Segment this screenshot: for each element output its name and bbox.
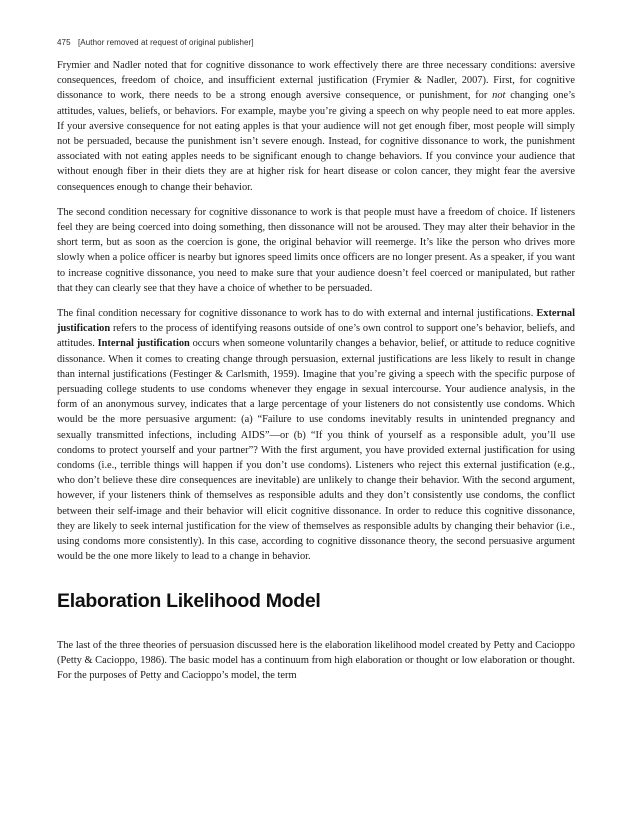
paragraph-text: refers to the process of identifying reasons outside of one’s own control to support one’s behavior, beliefs, and attitudes. [57,323,575,350]
paragraph-text: The second condition necessary for cognitive dissonance to work is that people must have a freedom of choice. If listeners feel they are being coerced into doing something, then dissonance will not be aroused. They may alter their behavior in the short term, but as soon as the coercion is gone, the original behavior will reemerge. It’s like the person who drives more slowly when a police officer is nearby but ignores speed limits once officers are no longer present. As a speaker, if you want to increase cognitive dissonance, you need to make sure that your audience doesn’t feel coerced or manipulated, but rather that they can clearly see that they have a choice of whether to be persuaded. [57,206,575,294]
paragraph-text: The last of the three theories of persuasion discussed here is the elaboration likelihood model created by Petty and Cacioppo (Petty & Cacioppo, 1986). The basic model has a continuum from high elaboration or thought or low elaboration or thought. For the purposes of Petty and Cacioppo’s model, the term [57,639,575,681]
page-number: 475 [57,38,71,47]
paragraph-text: changing one’s attitudes, values, beliefs, or behaviors. For example, maybe you’re giving a speech on why people need to eat more apples. If your aversive consequence for not eating apples is that your audience will not get enough fiber, most people will simply not be persuaded, because the punishment isn’t severe enough. Instead, for cognitive dissonance to work, the punishment associated with not eating apples needs to be significant enough to change behaviors. If you convince your audience that without enough fiber in their diets they are at higher risk for heart disease or colon cancer, they might fear the aversive consequences enough to change their behavior. [57,90,576,193]
paragraph-text: The final condition necessary for cognitive dissonance to work has to do with external and internal justifications. [57,308,537,320]
paragraph-justification [57,306,575,564]
italic-not: not [492,90,506,102]
paragraph-freedom-of-choice [57,205,575,296]
attribution-note: [Author removed at request of original publisher] [77,38,254,47]
bold-term-external-justification: External justification [57,308,575,335]
paragraph-aversive-consequences [57,58,575,195]
paragraph-text: occurs when someone voluntarily changes a behavior, belief, or attitude to reduce cognitive dissonance. When it comes to creating change through persuasion, external justifications are less likely to result in change than internal justifications (Festinger & Carlsmith, 1959). Imagine that you’re giving a speech with the specific purpose of persuading college students to use condoms whenever they engage in sexual intercourse. Your audience analysis, in the form of an anonymous survey, indicates that a large percentage of your listeners do not consistently use condoms. Which would be the more persuasive argument: (a) “Failure to use condoms inevitably results in unintended pregnancy and sexually transmitted infections, including AIDS”—or (b) “If you think of yourself as a responsible adult, you’ll use condoms to protect yourself and your partner”? With the first argument, you have provided external justification for using condoms (i.e., terrible things will happen if you don’t use condoms). Listeners who reject this external justification (e.g., who don’t believe these dire consequences are inevitable) are unlikely to change their behavior. With the second argument, however, if your listeners think of themselves as responsible adults and they don’t consistently use condoms, the conflict between their self-image and their behavior will elicit cognitive dissonance. In order to reduce this cognitive dissonance, they are likely to seek internal justification for the view of themselves as responsible adults by changing their behavior (i.e., using condoms more consistently). In this case, according to cognitive dissonance theory, the second persuasive argument would be the one more likely to lead to a change in behavior. [57,338,575,563]
page-header [57,38,575,48]
bold-term-internal-justification: Internal justification [97,338,190,350]
paragraph-text: Frymier and Nadler noted that for cognitive dissonance to work effectively there are three necessary conditions: aversive consequences, freedom of choice, and insufficient external justification (Frymier & Nadler, 2007). First, for cognitive dissonance to work, there needs to be a strong enough aversive consequence, or punishment, for [57,60,575,102]
paragraph-elm-intro [57,638,575,684]
section-heading-elaboration-likelihood-model: Elaboration Likelihood Model [57,589,321,612]
